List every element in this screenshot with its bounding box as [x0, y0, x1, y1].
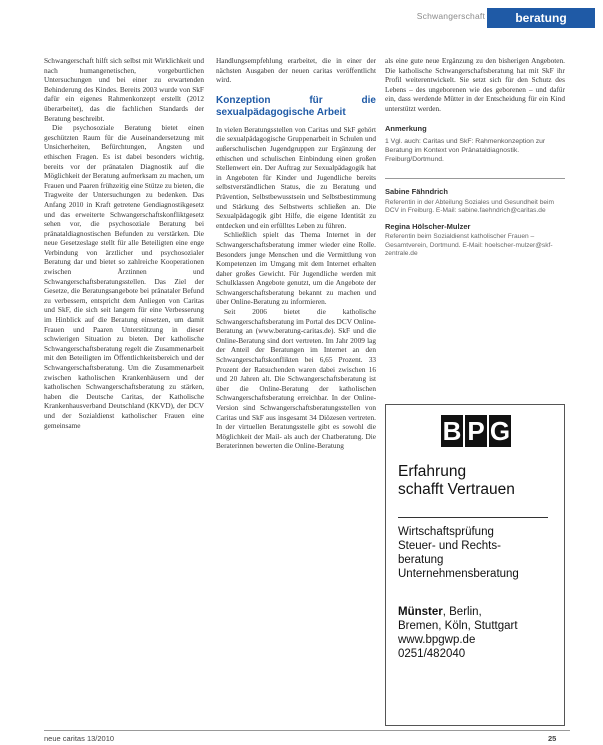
- ad-services: [398, 525, 519, 581]
- column-3: [385, 56, 565, 259]
- note-text: 1 Vgl. auch: Caritas und SkF: Rahmenkonzeption zur Beratung im Kontext von Pränataldiagnostik. Freiburg/Dortmund.: [385, 138, 546, 164]
- author-role: Referentin in der Abteilung Soziales und Gesundheit beim DCV in Freiburg. E-Mail: sabine.faehndrich@caritas.de: [385, 198, 554, 215]
- author-name: Sabine Fähndrich: [385, 187, 448, 197]
- ad-cities-line: [398, 605, 518, 619]
- paragraph: Seit 2006 bietet die katholische Schwangerschaftsberatung im Portal des DCV Online-Beratung an (www.beratung-caritas.de). SkF und die Online-Beratung sind dort vertreten. Im Jahr 2009 lag der Anteil der Beratungen im Internet an den Schwangerschaftskonflikten bei 6,65 Prozent. 33 Prozent der Ratsuchenden waren dabei zwischen 16 und 20 Jahren alt. Die Schwangerschaftsberatung ist über die Online-Beratung der katholischen Schwangerschaftsberatung erreichbar. In der Online-Version sind Schwangerschaftsberatungsstellen von Caritas und SkF aus insgesamt 34 Diözesen vertreten. In der virtuellen Beratungsstelle gibt es sowohl die Möglichkeit der Mail- als auch der Chatberatung. Die Beraterinnen bewerten die Online-Beratung: [216, 307, 376, 451]
- ad-cities: Bremen, Köln, Stuttgart: [398, 620, 518, 632]
- page-header: [0, 8, 603, 28]
- ad-city-bold: Münster: [398, 606, 443, 618]
- author-name: Regina Hölscher-Mulzer: [385, 221, 471, 231]
- ad-headline-line: schafft Vertrauen: [398, 481, 515, 498]
- ad-headline-line: Erfahrung: [398, 463, 467, 480]
- ad-cities: , Berlin,: [442, 606, 482, 618]
- bpg-logo: [441, 415, 511, 447]
- logo-letter: G: [489, 416, 511, 446]
- paragraph: Schließlich spielt das Thema Internet in der Schwangerschaftsberatung immer wieder eine Rolle. Besonders junge Menschen und die Vermittlung von Kompetenzen im Umgang mit dem Internet erhalten daher großes Gewicht. Für Jugendliche werden mit Schulklassen Angebote genutzt, um die Angebote der Schwangerschaftsberatung bekannt zu machen und über Online-Beratung zu informieren.: [216, 230, 376, 307]
- paragraph: Handlungsempfehlung erarbeitet, die in einer der nächsten Ausgaben der neuen caritas veröffentlicht wird.: [216, 56, 376, 85]
- note-title: Anmerkung: [385, 123, 427, 133]
- logo-letter: B: [442, 416, 462, 446]
- section-label: Schwangerschaft: [416, 11, 485, 21]
- ad-headline: [398, 463, 515, 499]
- logo-letter: P: [465, 415, 487, 447]
- column-2: [216, 56, 376, 451]
- publication-name: neue caritas 13/2010: [44, 734, 115, 743]
- ad-phone: 0251/482040: [398, 648, 466, 660]
- section-heading: Konzeption für die sexualpädagogische Arbeit: [216, 94, 376, 118]
- paragraph: Schwangerschaft hilft sich selbst mit Wirklichkeit und nach humangenetischen, vorgeburtlichen Untersuchungen und bei einer zu erwartenden Behinderung des Kindes. Bereits 2003 wurde von SkF dafür ein eigenes Rahmenkonzept erstellt (2012 überarbeitet), das die fachlichen Standards der Beratung beschreibt.: [44, 56, 204, 123]
- advertisement: [385, 404, 565, 726]
- ad-service-line: Wirtschaftsprüfung: [398, 526, 494, 538]
- author-role: Referentin beim Sozialdienst katholischer Frauen – Gesamtverein, Dortmund. E-Mail: hoelscher-mulzer@skf-zentrale.de: [385, 233, 553, 258]
- ad-contact: [398, 605, 518, 661]
- ad-service-line: Steuer- und Rechts-: [398, 540, 501, 552]
- footer-divider: [44, 730, 570, 731]
- paragraph: als eine gute neue Ergänzung zu den bisherigen Angeboten. Die katholische Schwangerschaftsberatung hat mit SkF ihr Profil weiterentwickelt. Sie setzt sich für den Schutz des Lebens – des ungeborenen wie des geborenen – und dafür ein, dass werdende Mütter in der Entscheidung für ein Kind unterstützt werden.: [385, 56, 565, 113]
- page-number: 25: [548, 734, 557, 743]
- ad-website[interactable]: www.bpgwp.de: [398, 634, 476, 646]
- section-tag: beratung: [487, 8, 595, 28]
- ad-divider: [398, 517, 548, 518]
- ad-service-line: beratung: [398, 554, 444, 566]
- ad-service-line: Unternehmensberatung: [398, 568, 519, 580]
- divider: [385, 178, 565, 179]
- column-1: [44, 56, 204, 430]
- paragraph: In vielen Beratungsstellen von Caritas und SkF gehört die sexualpädagogische Gruppenarbeit in Schulen und außerschulischen Jugendgruppen zur Ergänzung der ethischen und schulischen Einbindung einen großen Stellenwert ein. Der Auftrag zur Sexualpädagogik hat in Angeboten für Kinder und Jugendliche bereits selbstverständlichen Status, die zu Beratung und Prävention, Selbstbewusstsein und Selbstbestimmung und Stärkung des Selbstwerts schließen an. Die Sexualpädagogik gibt Hilfe, die eigene Identität zu entdecken und ein erfülltes Leben zu führen.: [216, 124, 376, 230]
- paragraph: Die psychosoziale Beratung bietet einen geschützten Raum für die Auseinandersetzung mit Unsicherheiten, Befürchtungen, Ängsten und ethischen Fragen. Es ist dabei besonders wichtig, bereits vor der pränatalen Diagnostik auf die Möglichkeit der Beratung aufmerksam zu machen, um Frauen und Paaren frühzeitig eine Stütze zu bieten, die Tragweite der Untersuchungen zu bedenken. Das Anfang 2010 in Kraft getretene Gendiagnostikgesetz und das erweiterte Schwangerschaftskonfliktgesetz sehen vor, die psychosoziale Beratung bei pränataldiagnostischen Befunden zu verstärken. Die neue Gesetzeslage stellt für alle Beteiligten eine enge Verbindung von ärztlicher und psychosozialer Beratung dar und bietet so zahlreiche Kooperationen zwischen Ärztinnen und Schwangerschaftsberatungsstellen. Das Ziel der Gesetze, die Beratungsangebote bei pränataler Befund zu verbessern, entspricht dem Anliegen von Caritas und SkF, die sich seit langem für eine Verbesserung im Hinblick auf die Beratung einsetzen, um damit Frauen und Paaren Unterstützung in dieser schwierigen Situation zu bieten. Der katholische Schwangerschaftsberatung regelt die Zusammenarbeit mit den Beteiligten im Öffentlichkeitsbereich und der Schwangerschaftsberatung. Um die Zusammenarbeit zwischen katholischen Krankenhäusern und der katholischen Schwangerschaftsberatung zu stärken, haben die Deutsche Caritas, der Katholische Krankenhausverband Deutschland (KKVD), der DCV und der Sozialdienst katholischer Frauen eine gemeinsame: [44, 123, 204, 430]
